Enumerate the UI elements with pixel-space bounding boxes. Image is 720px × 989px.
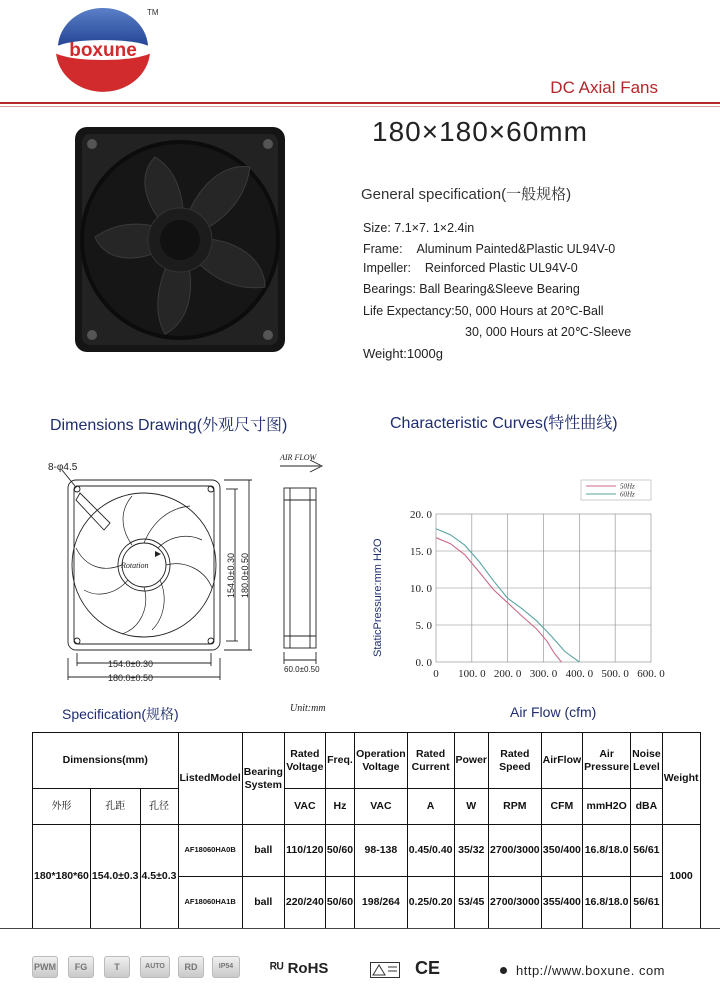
y-tick-label: 5. 0 — [415, 620, 432, 632]
spec-life-sleeve: 30, 000 Hours at 20℃-Sleeve — [465, 325, 632, 339]
x-tick-label: 600. 0 — [637, 668, 665, 680]
airflow-cell: 355/400 — [541, 877, 583, 929]
model-cell: AF18060HA1B — [178, 877, 242, 929]
spec-impeller: Impeller: Reinforced Plastic UL94V-0 — [363, 261, 578, 275]
power-cell: 35/32 — [454, 825, 489, 877]
rd-cert-icon: RD — [178, 956, 204, 978]
power-cell: 53/45 — [454, 877, 489, 929]
warning-label-icon — [370, 962, 400, 978]
unit-w: W — [454, 789, 489, 825]
spec-weight: Weight:1000g — [363, 346, 443, 361]
spec-size: Size: 7.1×7. 1×2.4in — [363, 221, 475, 235]
ul-rohs-mark: ᴿᵁ RoHS — [270, 960, 329, 977]
x-tick-label: 200. 0 — [493, 668, 522, 680]
dim-hole-dia-value: 4.5±0.3 — [140, 825, 178, 929]
product-category: DC Axial Fans — [550, 78, 658, 97]
characteristic-curves-title: Characteristic Curves(特性曲线) — [390, 415, 618, 432]
current-cell: 0.25/0.20 — [407, 877, 454, 929]
general-spec-title: General specification(一般规格) — [361, 186, 572, 203]
speed-cell: 2700/3000 — [489, 825, 542, 877]
svg-text:154.0±0.30: 154.0±0.30 — [226, 553, 236, 598]
th-rated-voltage: Rated Voltage — [284, 733, 325, 789]
unit-cfm: CFM — [541, 789, 583, 825]
dimensions-drawing — [40, 448, 360, 708]
ce-mark: CE — [415, 958, 441, 978]
spec-bearings: Bearings: Ball Bearing&Sleeve Bearing — [363, 282, 580, 296]
pressure-cell: 16.8/18.0 — [583, 825, 631, 877]
specification-table — [32, 732, 701, 929]
legend-label: 50Hz — [620, 482, 635, 491]
boxune-logo — [48, 6, 158, 94]
specification-title: Specification(规格) — [62, 706, 179, 722]
noise-cell: 56/61 — [631, 825, 663, 877]
x-tick-label: 100. 0 — [458, 668, 486, 680]
th-dim-hole-pitch: 孔距 — [90, 789, 140, 825]
svg-text:boxune: boxune — [69, 40, 137, 61]
freq-cell: 50/60 — [325, 877, 354, 929]
y-axis-label: StaticPressure:mm H2O — [372, 538, 384, 657]
dimensions-drawing-title: Dimensions Drawing(外观尺寸图) — [50, 417, 288, 434]
svg-text:60.0±0.50: 60.0±0.50 — [284, 665, 320, 674]
th-rated-speed: Rated Speed — [489, 733, 542, 789]
voltage-cell: 110/120 — [284, 825, 325, 877]
svg-text:180.0±0.50: 180.0±0.50 — [240, 553, 250, 598]
th-weight: Weight — [662, 733, 700, 825]
legend-label: 60Hz — [620, 490, 635, 499]
ip54-cert-icon: IP54 — [212, 956, 240, 978]
unit-a: A — [407, 789, 454, 825]
auto-cert-icon: AUTO — [140, 956, 170, 978]
svg-text:AIR FLOW: AIR FLOW — [280, 453, 317, 462]
unit-vac-op: VAC — [355, 789, 408, 825]
th-bearing-system: Bearing System — [242, 733, 284, 825]
pwm-cert-icon: PWM — [32, 956, 58, 978]
th-dimensions: Dimensions(mm) — [33, 733, 179, 789]
fan-product-photo — [70, 122, 290, 357]
unit-rpm: RPM — [489, 789, 542, 825]
speed-cell: 2700/3000 — [489, 877, 542, 929]
th-rated-current: Rated Current — [407, 733, 454, 789]
x-tick-label: 0 — [433, 668, 439, 680]
th-power: Power — [454, 733, 489, 789]
svg-text:180.0±0.50: 180.0±0.50 — [108, 673, 153, 683]
unit-label: Unit:mm — [290, 703, 326, 714]
model-cell: AF18060HA0B — [178, 825, 242, 877]
freq-cell: 50/60 — [325, 825, 354, 877]
th-dim-hole-dia: 孔径 — [140, 789, 178, 825]
th-operation-voltage: Operation Voltage — [355, 733, 408, 789]
trademark-mark: TM — [147, 8, 159, 17]
th-dim-outline: 外形 — [33, 789, 91, 825]
legend-box — [581, 480, 651, 500]
table-bottom-rule — [0, 928, 720, 929]
x-tick-label: 300. 0 — [529, 668, 558, 680]
dim-hole-pitch-value: 154.0±0.3 — [90, 825, 140, 929]
pressure-cell: 16.8/18.0 — [583, 877, 631, 929]
spec-life-ball: Life Expectancy:50, 000 Hours at 20℃-Ball — [363, 304, 604, 318]
thermal-cert-icon: T — [104, 956, 130, 978]
th-noise-level: Noise Level — [631, 733, 663, 789]
svg-text:8-φ4.5: 8-φ4.5 — [48, 462, 78, 473]
th-listed-model: ListedModel — [178, 733, 242, 825]
website-url[interactable]: http://www.boxune. com — [516, 963, 666, 978]
unit-dba: dBA — [631, 789, 663, 825]
airflow-title: Air Flow (cfm) — [510, 704, 597, 720]
y-tick-label: 0. 0 — [415, 657, 432, 669]
fg-cert-icon: FG — [68, 956, 94, 978]
th-freq: Freq. — [325, 733, 354, 789]
model-size-title: 180×180×60mm — [372, 116, 588, 147]
y-tick-label: 20. 0 — [410, 509, 432, 521]
header-divider-thin — [0, 106, 720, 107]
airflow-cell: 350/400 — [541, 825, 583, 877]
svg-text:Rotation: Rotation — [121, 561, 149, 570]
op-voltage-cell: 198/264 — [355, 877, 408, 929]
bearing-cell: ball — [242, 877, 284, 929]
unit-hz: Hz — [325, 789, 354, 825]
bearing-cell: ball — [242, 825, 284, 877]
th-air-pressure: Air Pressure — [583, 733, 631, 789]
voltage-cell: 220/240 — [284, 877, 325, 929]
unit-vac: VAC — [284, 789, 325, 825]
y-tick-label: 10. 0 — [410, 583, 432, 595]
x-tick-label: 500. 0 — [601, 668, 629, 680]
dim-outline-value: 180*180*60 — [33, 825, 91, 929]
header-divider — [0, 102, 720, 104]
bullet-icon — [500, 967, 507, 974]
op-voltage-cell: 98-138 — [355, 825, 408, 877]
th-airflow: AirFlow — [541, 733, 583, 789]
current-cell: 0.45/0.40 — [407, 825, 454, 877]
noise-cell: 56/61 — [631, 877, 663, 929]
weight-value: 1000 — [662, 825, 700, 929]
x-tick-label: 400. 0 — [565, 668, 594, 680]
svg-text:154.0±0.30: 154.0±0.30 — [108, 659, 153, 669]
y-tick-label: 15. 0 — [410, 546, 432, 558]
unit-mmh2o: mmH2O — [583, 789, 631, 825]
spec-frame: Frame: Aluminum Painted&Plastic UL94V-0 — [363, 242, 616, 256]
series-line-50Hz — [436, 538, 561, 662]
characteristic-curve-chart — [366, 478, 666, 684]
